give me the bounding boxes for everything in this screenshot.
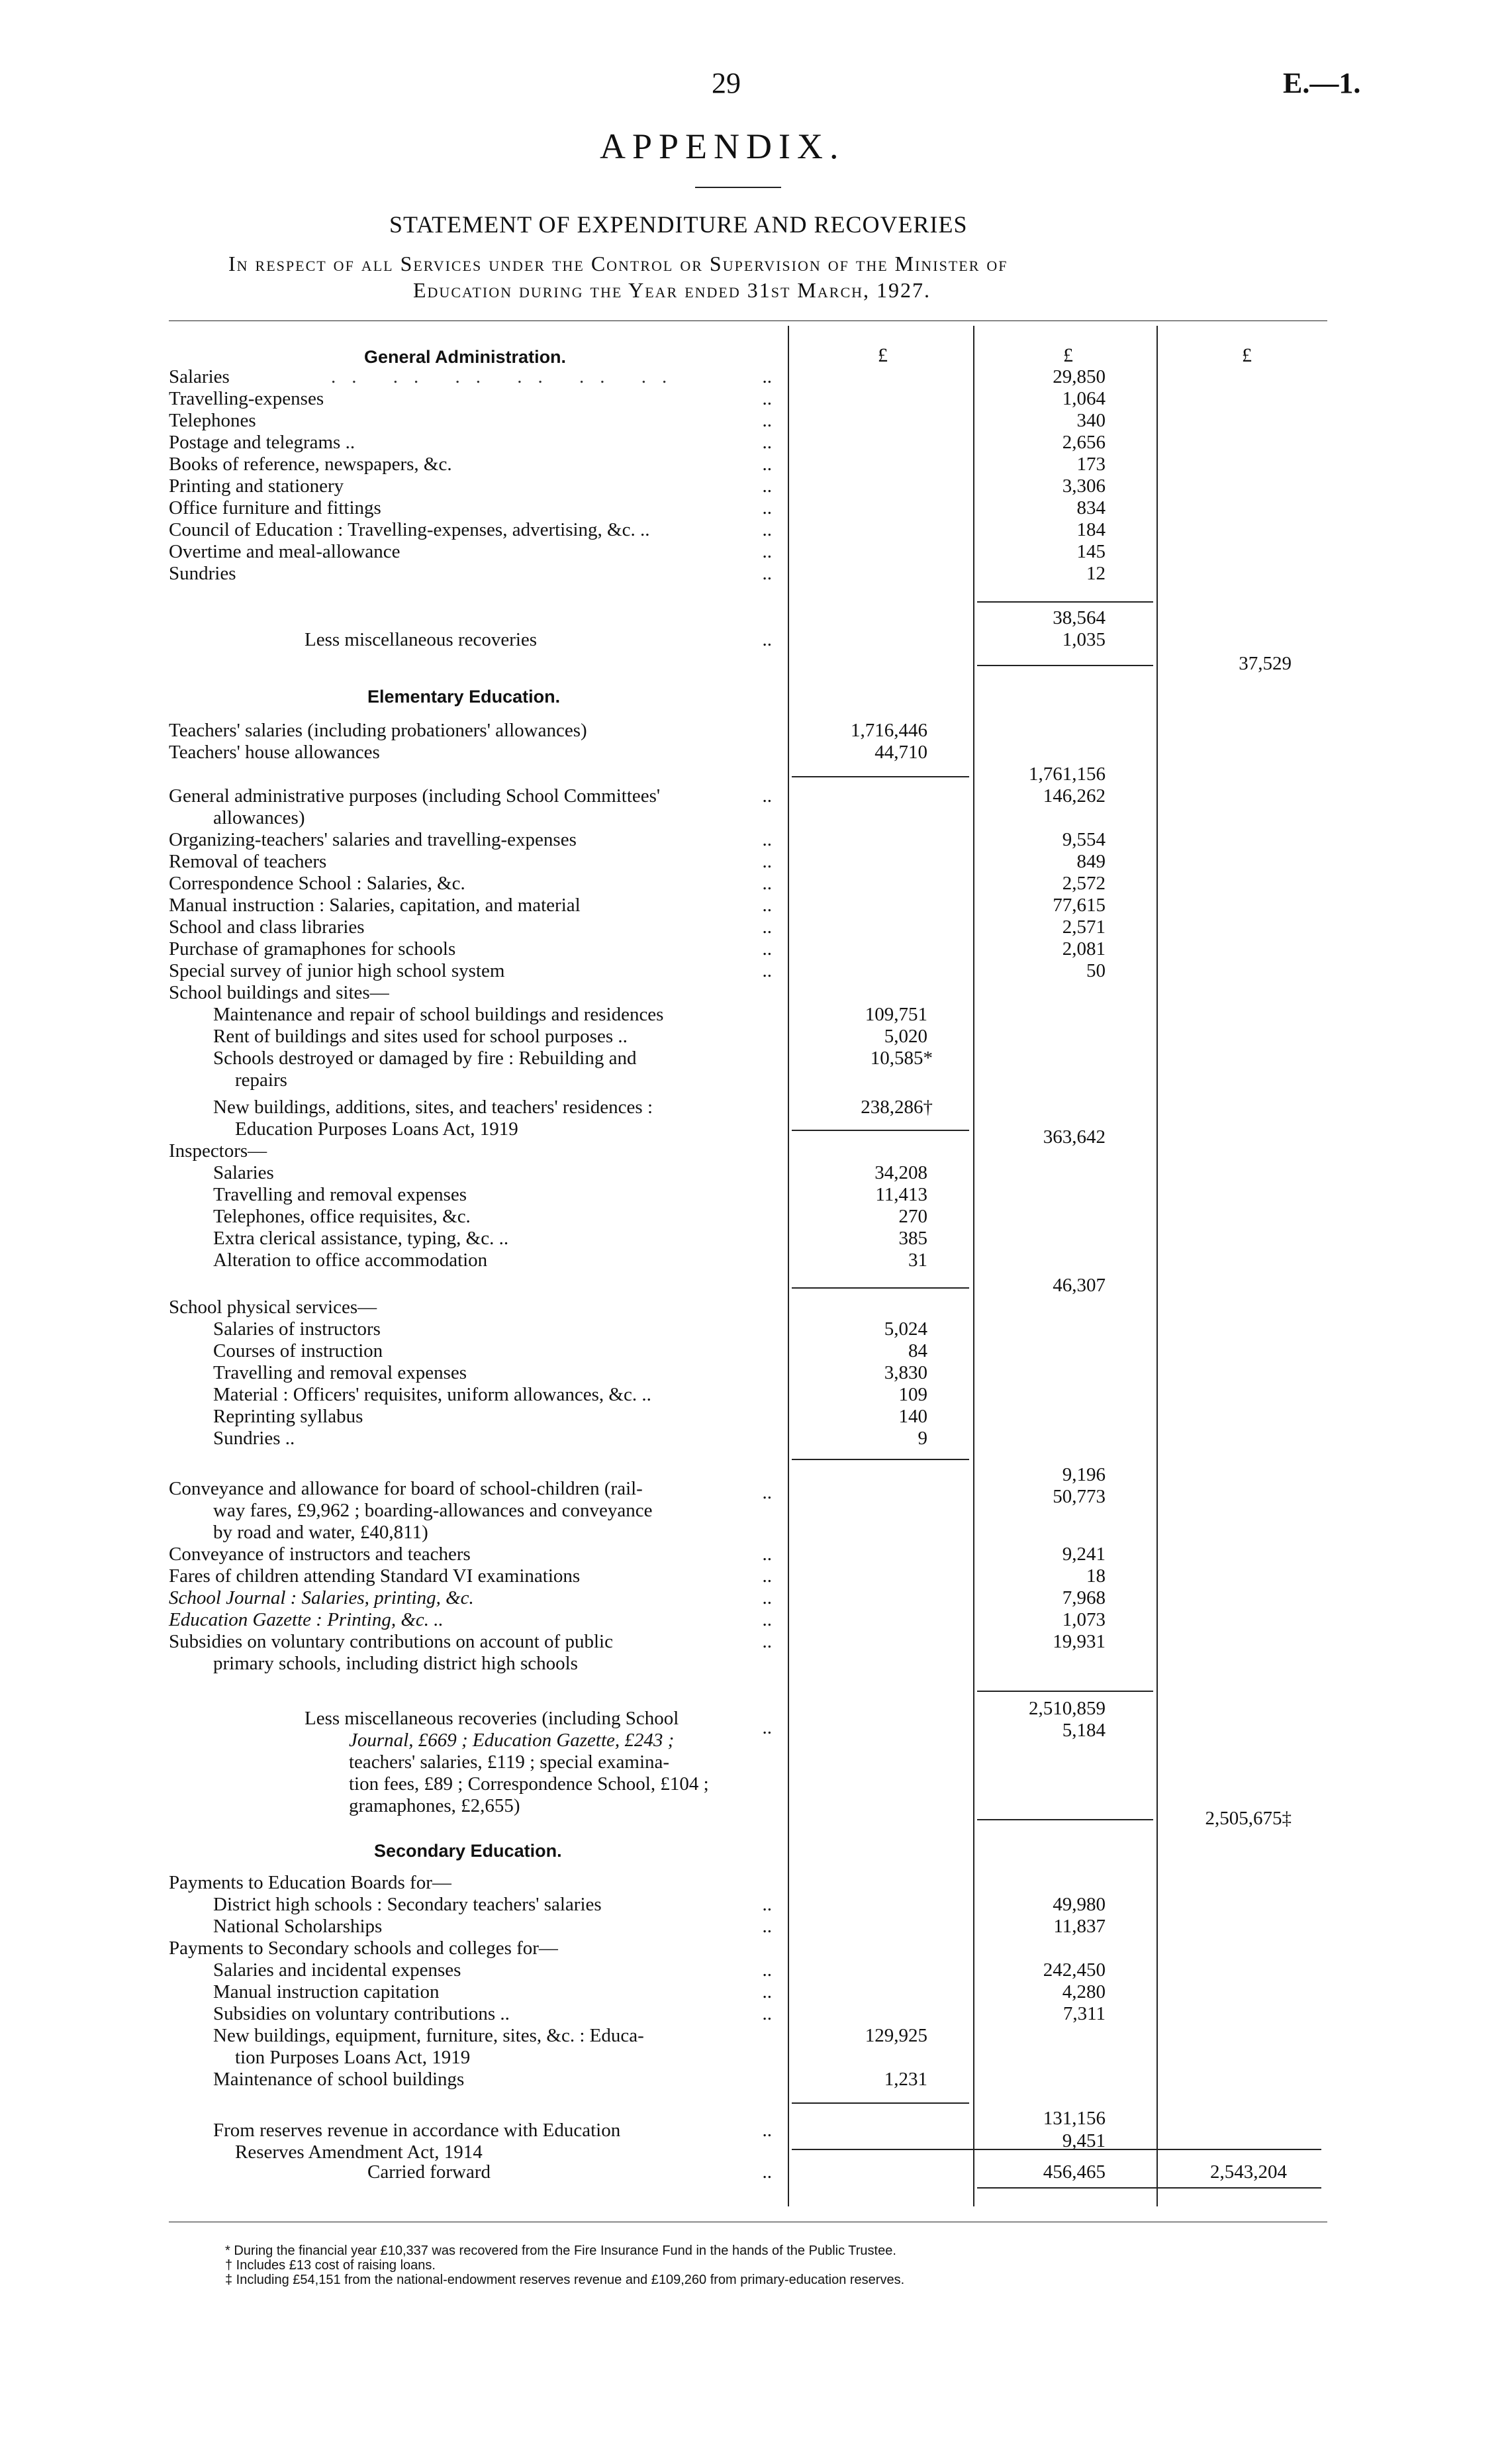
row-label: Maintenance of school buildings bbox=[213, 2069, 465, 2090]
table-row bbox=[0, 2120, 1510, 2151]
table-row bbox=[0, 1981, 1510, 2003]
row-label: Telephones, office requisites, &c. bbox=[213, 1206, 471, 1227]
row-c2: 2,571 bbox=[1062, 916, 1106, 938]
row-label: Payments to Secondary schools and colleges for— bbox=[169, 1938, 558, 1959]
row-c1: 5,020 bbox=[884, 1026, 927, 1047]
table-row bbox=[0, 1184, 1510, 1206]
row-c2: 9,451 bbox=[1062, 2130, 1106, 2151]
row-c2: 131,156 bbox=[1043, 2108, 1106, 2129]
table-row bbox=[0, 1318, 1510, 1340]
table-row bbox=[0, 1340, 1510, 1362]
row-c1: .. bbox=[762, 563, 772, 584]
row-label: Carried forward bbox=[367, 2161, 491, 2183]
table-row bbox=[0, 938, 1510, 960]
row-c3: 2,543,204 bbox=[1210, 2161, 1287, 2183]
row-c2: 7,968 bbox=[1062, 1587, 1106, 1608]
row-label: Travelling-expenses bbox=[169, 388, 324, 409]
table-row bbox=[0, 1795, 1510, 1829]
table-row bbox=[0, 2069, 1510, 2091]
row-c2: 456,465 bbox=[1043, 2161, 1106, 2183]
table-row bbox=[0, 895, 1510, 916]
row-label: Organizing-teachers' salaries and travelling-expenses bbox=[169, 829, 577, 850]
table-row bbox=[0, 475, 1510, 497]
statement-subtitle-line2: Education during the Year ended 31st March, 1927. bbox=[413, 278, 931, 302]
table-row bbox=[0, 1097, 1510, 1118]
table-row bbox=[0, 2025, 1510, 2047]
table-row bbox=[0, 1428, 1510, 1450]
row-label: Subsidies on voluntary contributions .. bbox=[213, 2003, 510, 2024]
row-label: Reprinting syllabus bbox=[213, 1406, 363, 1427]
row-c1: 84 bbox=[908, 1340, 927, 1361]
row-label: teachers' salaries, £119 ; special examina- bbox=[349, 1751, 670, 1773]
row-label: Inspectors— bbox=[169, 1140, 267, 1161]
row-label: Rent of buildings and sites used for school purposes .. bbox=[213, 1026, 628, 1047]
row-label: National Scholarships bbox=[213, 1916, 383, 1937]
table-row: Salaries .. .. .. .. .. .. .. 29,850 bbox=[169, 366, 1106, 387]
table-row bbox=[0, 1751, 1510, 1773]
row-c2: 2,572 bbox=[1062, 873, 1106, 894]
table-row bbox=[0, 563, 1510, 585]
row-label: Material : Officers' requisites, uniform allowances, &c. .. bbox=[213, 1384, 651, 1405]
row-c1: .. bbox=[762, 1609, 772, 1630]
row-c1: 10,585* bbox=[870, 1048, 933, 1069]
row-c1: .. bbox=[762, 1959, 772, 1981]
row-c2: 2,081 bbox=[1062, 938, 1106, 960]
table-row bbox=[0, 2142, 1510, 2163]
row-c1: 270 bbox=[898, 1206, 927, 1227]
series-reference: E.—1. bbox=[1283, 67, 1361, 99]
table-row bbox=[0, 720, 1510, 742]
row-c2: 7,311 bbox=[1062, 2003, 1106, 2024]
row-label: Sundries bbox=[169, 563, 236, 584]
table-row bbox=[0, 1026, 1510, 1048]
statement-subtitle-line1: In respect of all Services under the Control or Supervision of the Minister of bbox=[228, 252, 1008, 275]
row-label: Payments to Education Boards for— bbox=[169, 1872, 451, 1893]
table-row bbox=[0, 1140, 1510, 1162]
row-label: Manual instruction : Salaries, capitation, and material bbox=[169, 895, 581, 916]
row-c1: .. bbox=[762, 916, 772, 938]
table-row bbox=[0, 2047, 1510, 2069]
row-c2: 2,656 bbox=[1062, 432, 1106, 453]
row-label: allowances) bbox=[213, 807, 305, 828]
row-label: way fares, £9,962 ; boarding-allowances and conveyance bbox=[213, 1500, 653, 1521]
row-label: Special survey of junior high school system bbox=[169, 960, 505, 981]
row-c2: 4,280 bbox=[1062, 1981, 1106, 2002]
table-row bbox=[0, 807, 1510, 829]
row-c1: 238,286† bbox=[861, 1097, 933, 1118]
row-label: Manual instruction capitation bbox=[213, 1981, 440, 2002]
row-c1: .. bbox=[762, 1916, 772, 1937]
row-c1: .. bbox=[762, 1631, 772, 1652]
table-row bbox=[0, 432, 1510, 454]
table-row bbox=[0, 1894, 1510, 1916]
table-row bbox=[0, 541, 1510, 563]
row-label: Journal, £669 ; Education Gazette, £243 ; bbox=[349, 1730, 675, 1751]
row-label: Salaries bbox=[169, 366, 230, 387]
table-row bbox=[0, 916, 1510, 938]
row-c2: 19,931 bbox=[1053, 1631, 1106, 1652]
table-row bbox=[0, 519, 1510, 541]
row-c3: 37,529 bbox=[1239, 653, 1292, 674]
row-c2: 9,554 bbox=[1062, 829, 1106, 850]
row-c1: 109,751 bbox=[865, 1004, 927, 1025]
row-label: Conveyance and allowance for board of school-children (rail- bbox=[169, 1478, 643, 1499]
row-label: Salaries of instructors bbox=[213, 1318, 381, 1340]
row-c1: .. bbox=[762, 432, 772, 453]
table-row bbox=[0, 1500, 1510, 1522]
row-label: General administrative purposes (including School Committees' bbox=[169, 785, 661, 807]
row-c2: 1,035 bbox=[1062, 629, 1106, 650]
row-c1: 385 bbox=[898, 1228, 927, 1249]
table-row bbox=[0, 1544, 1510, 1565]
row-c2: 18 bbox=[1086, 1565, 1106, 1587]
table-row bbox=[0, 764, 1510, 785]
table-row bbox=[0, 497, 1510, 519]
table-row bbox=[0, 1250, 1510, 1271]
row-label: Salaries bbox=[213, 1162, 274, 1183]
row-c3: 2,505,675‡ bbox=[1205, 1808, 1292, 1829]
row-label: District high schools : Secondary teachers' salaries bbox=[213, 1894, 602, 1915]
row-label: Less miscellaneous recoveries (including School bbox=[305, 1708, 679, 1729]
row-c1: .. bbox=[762, 1587, 772, 1608]
row-label: From reserves revenue in accordance with Education bbox=[213, 2120, 621, 2141]
row-label: Less miscellaneous recoveries bbox=[305, 629, 538, 650]
row-c1: .. bbox=[762, 2120, 772, 2141]
table-row bbox=[0, 1384, 1510, 1406]
table-row bbox=[0, 1004, 1510, 1026]
row-c2: 340 bbox=[1076, 410, 1106, 431]
row-c2: 363,642 bbox=[1043, 1126, 1106, 1148]
table-row bbox=[0, 873, 1510, 895]
table-row bbox=[0, 1916, 1510, 1938]
row-label: New buildings, additions, sites, and teachers' residences : bbox=[213, 1097, 653, 1118]
table-row bbox=[0, 1406, 1510, 1428]
row-c1: .. bbox=[762, 366, 772, 387]
row-c2: 849 bbox=[1076, 851, 1106, 872]
row-c2: 1,064 bbox=[1062, 388, 1106, 409]
row-c2: 77,615 bbox=[1053, 895, 1106, 916]
row-c1: .. bbox=[762, 388, 772, 409]
section-heading-elementary-education: Elementary Education. bbox=[367, 687, 561, 707]
row-label: by road and water, £40,811) bbox=[213, 1522, 428, 1543]
row-label: School Journal : Salaries, printing, &c. bbox=[169, 1587, 474, 1608]
table-row bbox=[0, 410, 1510, 432]
table-row bbox=[0, 960, 1510, 982]
row-c1: 109 bbox=[898, 1384, 927, 1405]
table-row bbox=[0, 829, 1510, 851]
row-c2: 834 bbox=[1076, 497, 1106, 518]
row-c2: 1,073 bbox=[1062, 1609, 1106, 1630]
row-c1: .. bbox=[762, 2003, 772, 2024]
row-c1: .. bbox=[762, 895, 772, 916]
row-c1: .. bbox=[762, 829, 772, 850]
row-label: New buildings, equipment, furniture, sites, &c. : Educa- bbox=[213, 2025, 644, 2046]
table-row bbox=[0, 607, 1510, 629]
row-c1: .. bbox=[762, 1894, 772, 1915]
table-row bbox=[0, 629, 1510, 651]
section-heading-general-administration: General Administration. bbox=[364, 347, 567, 367]
row-label: Education Gazette : Printing, &c. .. bbox=[169, 1609, 444, 1630]
table-row bbox=[0, 1275, 1510, 1297]
row-c2: 29,850 bbox=[1053, 366, 1106, 387]
row-c1: .. bbox=[762, 1717, 772, 1738]
row-label: Books of reference, newspapers, &c. bbox=[169, 454, 452, 475]
row-c1: 34,208 bbox=[874, 1162, 927, 1183]
row-c1: 11,413 bbox=[875, 1184, 927, 1205]
row-c1: .. bbox=[762, 938, 772, 960]
row-c1: .. bbox=[762, 497, 772, 518]
currency-symbol-col3: £ bbox=[1242, 344, 1252, 366]
footnote-double-dagger: ‡ Including £54,151 from the national-endowment reserves revenue and £109,260 from primary-education reserves. bbox=[225, 2273, 905, 2287]
table-row bbox=[0, 1653, 1510, 1675]
row-c2: 2,510,859 bbox=[1029, 1698, 1106, 1719]
row-c1: .. bbox=[762, 629, 772, 650]
row-c1: .. bbox=[762, 475, 772, 497]
row-label: Conveyance of instructors and teachers bbox=[169, 1544, 471, 1565]
row-c2: 1,761,156 bbox=[1029, 764, 1106, 785]
table-row bbox=[0, 1118, 1510, 1148]
row-c1: .. bbox=[762, 1482, 772, 1503]
row-c1: 1,231 bbox=[884, 2069, 927, 2090]
row-label: primary schools, including district high schools bbox=[213, 1653, 578, 1674]
row-label: Travelling and removal expenses bbox=[213, 1362, 467, 1383]
row-c1: .. bbox=[762, 519, 772, 540]
row-c2: 3,306 bbox=[1062, 475, 1106, 497]
row-c1: 3,830 bbox=[884, 1362, 927, 1383]
table-row bbox=[0, 1959, 1510, 1981]
table-row bbox=[0, 1362, 1510, 1384]
page-title: APPENDIX. bbox=[600, 126, 845, 166]
row-label: Correspondence School : Salaries, &c. bbox=[169, 873, 465, 894]
table-row bbox=[0, 1565, 1510, 1587]
row-c2: 173 bbox=[1076, 454, 1106, 475]
row-label: Schools destroyed or damaged by fire : Rebuilding and bbox=[213, 1048, 637, 1069]
row-c1: .. bbox=[762, 960, 772, 981]
table-row bbox=[0, 1609, 1510, 1631]
row-label: Reserves Amendment Act, 1914 bbox=[235, 2142, 483, 2163]
table-row bbox=[0, 1206, 1510, 1228]
table-row bbox=[0, 1872, 1510, 1894]
row-c2: 242,450 bbox=[1043, 1959, 1106, 1981]
row-c2: 184 bbox=[1076, 519, 1106, 540]
table-row bbox=[0, 388, 1510, 410]
table-row bbox=[0, 454, 1510, 475]
row-c2: 38,564 bbox=[1053, 607, 1106, 628]
table-row bbox=[0, 653, 1510, 675]
table-row bbox=[0, 1297, 1510, 1318]
row-c1: .. bbox=[762, 873, 772, 894]
row-c2: 50 bbox=[1086, 960, 1106, 981]
row-c2: 12 bbox=[1086, 563, 1106, 584]
page-number: 29 bbox=[712, 67, 741, 99]
row-c1: 140 bbox=[898, 1406, 927, 1427]
row-c2: 9,196 bbox=[1062, 1464, 1106, 1485]
table-row bbox=[0, 1587, 1510, 1609]
row-label: Extra clerical assistance, typing, &c. .. bbox=[213, 1228, 509, 1249]
footnote-asterisk: * During the financial year £10,337 was recovered from the Fire Insurance Fund in the hands of the Public Trustee. bbox=[225, 2243, 896, 2258]
row-c2: 46,307 bbox=[1053, 1275, 1106, 1296]
row-c2: 50,773 bbox=[1053, 1486, 1106, 1507]
row-c2: 146,262 bbox=[1043, 785, 1106, 807]
table-row bbox=[0, 2003, 1510, 2025]
row-c1: .. bbox=[762, 1565, 772, 1587]
row-c1: .. bbox=[762, 1544, 772, 1565]
statement-title: STATEMENT OF EXPENDITURE AND RECOVERIES bbox=[389, 211, 968, 238]
row-c1: .. bbox=[762, 454, 772, 475]
row-label: Education Purposes Loans Act, 1919 bbox=[235, 1118, 518, 1140]
table-row bbox=[0, 851, 1510, 873]
table-row bbox=[0, 1631, 1510, 1653]
row-c1: 9 bbox=[918, 1428, 927, 1449]
row-c1: .. bbox=[762, 410, 772, 431]
row-c1: .. bbox=[762, 541, 772, 562]
row-c2: 9,241 bbox=[1062, 1544, 1106, 1565]
table-row bbox=[0, 1162, 1510, 1184]
row-c2: 11,837 bbox=[1053, 1916, 1106, 1937]
row-c1: 129,925 bbox=[865, 2025, 927, 2046]
row-label: Council of Education : Travelling-expenses, advertising, &c. .. bbox=[169, 519, 650, 540]
row-label: gramaphones, £2,655) bbox=[349, 1795, 520, 1816]
row-label: Removal of teachers bbox=[169, 851, 327, 872]
table-row bbox=[0, 1730, 1510, 1751]
table-row bbox=[0, 1938, 1510, 1959]
row-c1: .. bbox=[762, 851, 772, 872]
table-row bbox=[0, 1475, 1510, 1507]
table-row bbox=[0, 785, 1510, 807]
row-label: Postage and telegrams .. bbox=[169, 432, 355, 453]
row-label: Office furniture and fittings bbox=[169, 497, 381, 518]
row-label: Purchase of gramaphones for schools bbox=[169, 938, 456, 960]
table-row bbox=[0, 1228, 1510, 1250]
row-label: Overtime and meal-allowance bbox=[169, 541, 401, 562]
row-label: Printing and stationery bbox=[169, 475, 344, 497]
row-label: tion fees, £89 ; Correspondence School, £104 ; bbox=[349, 1773, 709, 1795]
table-row bbox=[0, 2161, 1510, 2183]
row-label: repairs bbox=[235, 1069, 287, 1091]
row-label: Travelling and removal expenses bbox=[213, 1184, 467, 1205]
row-c1: 44,710 bbox=[874, 742, 927, 763]
table-row bbox=[0, 1069, 1510, 1091]
table-row bbox=[0, 742, 1510, 764]
row-label: Courses of instruction bbox=[213, 1340, 383, 1361]
row-label: Subsidies on voluntary contributions on account of public bbox=[169, 1631, 613, 1652]
row-c2: 5,184 bbox=[1062, 1720, 1106, 1741]
row-label: Teachers' salaries (including probationers' allowances) bbox=[169, 720, 587, 741]
table-row bbox=[0, 1048, 1510, 1069]
table-row bbox=[0, 1773, 1510, 1795]
row-label: School and class libraries bbox=[169, 916, 365, 938]
row-label: Teachers' house allowances bbox=[169, 742, 380, 763]
row-c1: 31 bbox=[908, 1250, 927, 1271]
row-c1: .. bbox=[762, 2161, 772, 2183]
row-label: Fares of children attending Standard VI examinations bbox=[169, 1565, 581, 1587]
currency-symbol-col1: £ bbox=[878, 344, 888, 366]
row-c2: 145 bbox=[1076, 541, 1106, 562]
row-c1: .. bbox=[762, 785, 772, 807]
table-row bbox=[0, 982, 1510, 1004]
row-label: Salaries and incidental expenses bbox=[213, 1959, 461, 1981]
row-label: tion Purposes Loans Act, 1919 bbox=[235, 2047, 471, 2068]
table-row bbox=[0, 1522, 1510, 1544]
row-c1: 5,024 bbox=[884, 1318, 927, 1340]
row-c2: 49,980 bbox=[1053, 1894, 1106, 1915]
row-c1: .. bbox=[762, 1981, 772, 2002]
row-label: Alteration to office accommodation bbox=[213, 1250, 488, 1271]
row-label: Telephones bbox=[169, 410, 256, 431]
row-label: School physical services— bbox=[169, 1297, 377, 1318]
row-label: School buildings and sites— bbox=[169, 982, 389, 1003]
row-c1: 1,716,446 bbox=[851, 720, 927, 741]
currency-symbol-col2: £ bbox=[1063, 344, 1073, 366]
row-label: Sundries .. bbox=[213, 1428, 295, 1449]
row-label: Maintenance and repair of school buildings and residences bbox=[213, 1004, 664, 1025]
section-heading-secondary-education: Secondary Education. bbox=[374, 1841, 562, 1861]
footnote-dagger: † Includes £13 cost of raising loans. bbox=[225, 2258, 436, 2273]
